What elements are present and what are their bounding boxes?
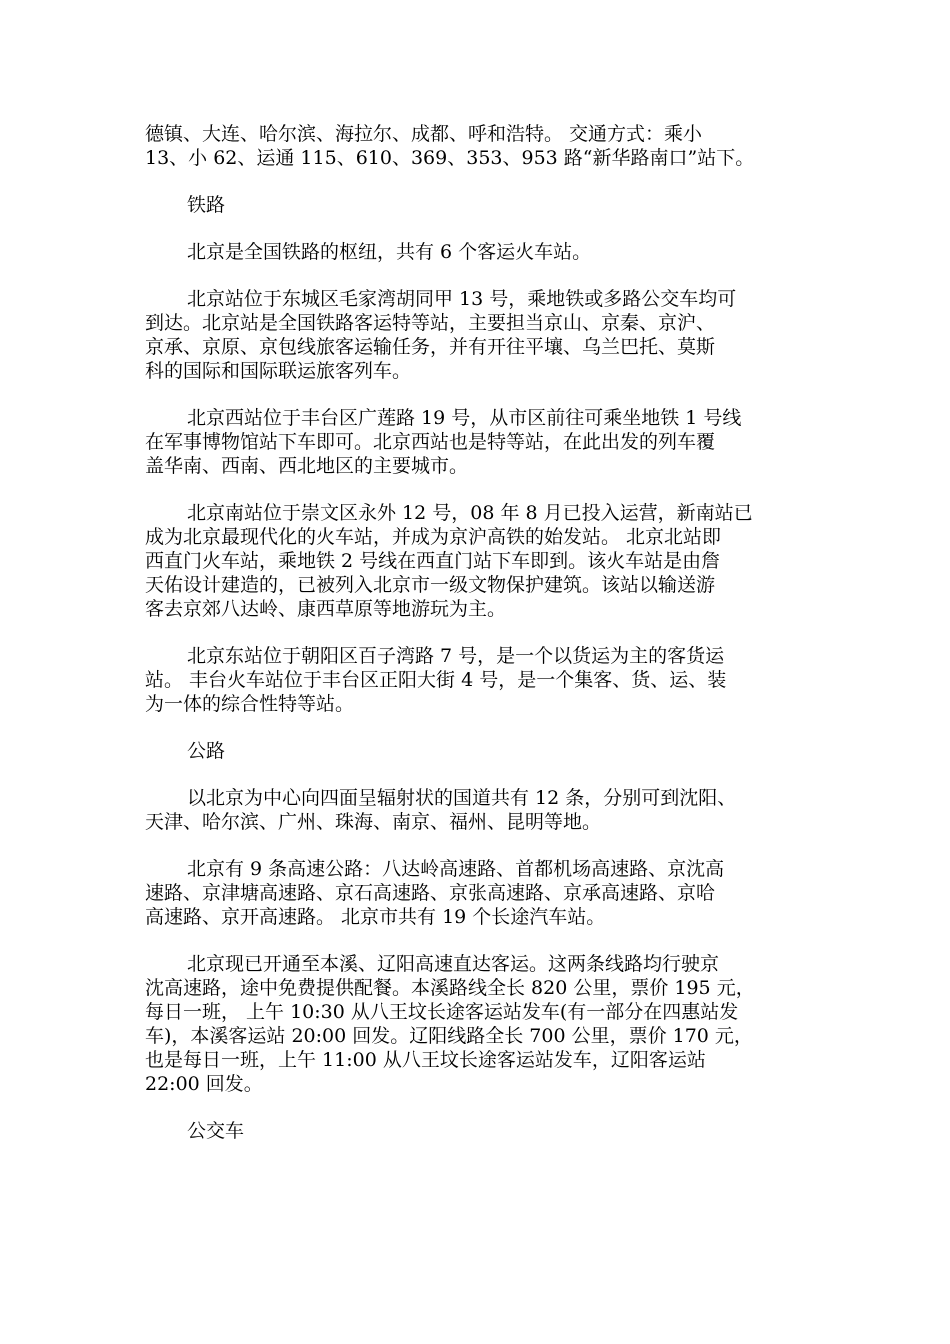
paragraph-continued-from-previous-page (145, 122, 807, 170)
text-line: 也是每日一班，上午 11:00 从八王坟长途客运站发车，辽阳客运站 (145, 1049, 706, 1071)
paragraph-beijing-south-station (145, 501, 807, 621)
text-line: 科的国际和国际联运旅客列车。 (145, 360, 412, 382)
text-line: 德镇、大连、哈尔滨、海拉尔、成都、呼和浩特。 交通方式：乘小 (145, 123, 703, 145)
paragraph-beijing-west-station (145, 406, 807, 478)
text-line: 北京站位于东城区毛家湾胡同甲 13 号，乘地铁或多路公交车均可 (187, 288, 737, 310)
text-line: 京承、京原、京包线旅客运输任务，并有开往平壤、乌兰巴托、莫斯 (145, 336, 716, 358)
paragraph-long-distance-coach (145, 952, 807, 1096)
text-line: 西直门火车站，乘地铁 2 号线在西直门站下车即到。该火车站是由詹 (145, 550, 721, 572)
text-line: 13、小 62、运通 115、610、369、353、953 路“新华路南口”站下。 (145, 147, 755, 169)
section-heading-railway: 铁路 (187, 194, 226, 216)
text-line: 高速路、京开高速路。 北京市共有 19 个长途汽车站。 (145, 906, 606, 928)
text-line: 北京西站位于丰台区广莲路 19 号，从市区前往可乘坐地铁 1 号线 (187, 407, 742, 429)
paragraph-beijing-east-station (145, 644, 807, 716)
text-line: 沈高速路，途中免费提供配餐。本溪路线全长 820 公里，票价 195 元， (145, 977, 755, 999)
text-line: 22:00 回发。 (145, 1073, 263, 1095)
paragraph-beijing-station (145, 287, 807, 383)
paragraph-expressways (145, 857, 807, 929)
text-line: 速路、京津塘高速路、京石高速路、京张高速路、京承高速路、京哈 (145, 882, 716, 904)
text-line: 天佑设计建造的，已被列入北京市一级文物保护建筑。该站以输送游 (145, 574, 716, 596)
text-line: 客去京郊八达岭、康西草原等地游玩为主。 (145, 598, 507, 620)
text-line: 成为北京最现代化的火车站，并成为京沪高铁的始发站。 北京北站即 (145, 526, 722, 548)
paragraph-railway-hub: 北京是全国铁路的枢纽，共有 6 个客运火车站。 (187, 241, 592, 263)
section-heading-bus: 公交车 (187, 1120, 245, 1142)
text-line: 站。 丰台火车站位于丰台区正阳大街 4 号，是一个集客、货、运、装 (145, 669, 727, 691)
text-line: 北京东站位于朝阳区百子湾路 7 号，是一个以货运为主的客货运 (187, 645, 725, 667)
text-line: 在军事博物馆站下车即可。北京西站也是特等站，在此出发的列车覆 (145, 431, 716, 453)
text-line: 每日一班， 上午 10:30 从八王坟长途客运站发车(有一部分在四惠站发 (145, 1001, 739, 1023)
text-line: 到达。北京站是全国铁路客运特等站，主要担当京山、京秦、京沪、 (145, 312, 716, 334)
text-line: 北京有 9 条高速公路：八达岭高速路、首都机场高速路、京沈高 (187, 858, 725, 880)
text-line: 为一体的综合性特等站。 (145, 693, 355, 715)
section-heading-highway: 公路 (187, 740, 226, 762)
text-line: 天津、哈尔滨、广州、珠海、南京、福州、昆明等地。 (145, 811, 602, 833)
paragraph-national-roads (145, 786, 807, 834)
document-body (145, 122, 807, 1166)
text-line: 北京现已开通至本溪、辽阳高速直达客运。这两条线路均行驶京 (187, 953, 720, 975)
text-line: 车)，本溪客运站 20:00 回发。辽阳线路全长 700 公里，票价 170 元， (145, 1025, 753, 1047)
text-line: 以北京为中心向四面呈辐射状的国道共有 12 条，分别可到沈阳、 (187, 787, 737, 809)
text-line: 盖华南、西南、西北地区的主要城市。 (145, 455, 469, 477)
text-line: 北京南站位于崇文区永外 12 号，08 年 8 月已投入运营，新南站已 (187, 502, 753, 524)
